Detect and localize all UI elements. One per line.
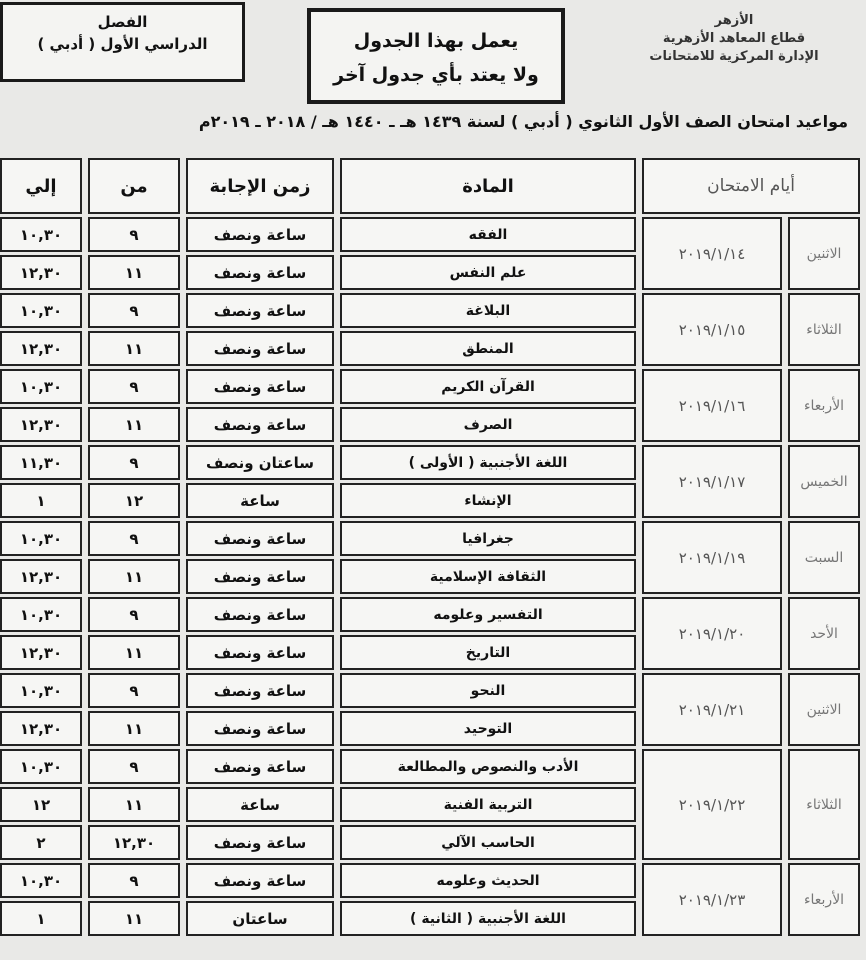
end-time-cell: ١٢,٣٠ [0, 635, 82, 670]
subject-cell: علم النفس [340, 255, 636, 290]
start-time-cell: ٩ [88, 863, 180, 898]
table-row [0, 369, 860, 404]
duration-cell: ساعة [186, 787, 334, 822]
duration-cell: ساعتان [186, 901, 334, 936]
day-cell: الخميس [788, 445, 860, 518]
table-row [0, 521, 860, 556]
header-from: من [88, 158, 180, 214]
date-cell: ٢٠١٩/١/١٦ [642, 369, 782, 442]
notice-box [307, 8, 565, 104]
date-cell: ٢٠١٩/١/١٤ [642, 217, 782, 290]
start-time-cell: ٩ [88, 749, 180, 784]
organization-header [610, 12, 858, 66]
date-cell: ٢٠١٩/١/٢٢ [642, 749, 782, 860]
table-row [0, 749, 860, 784]
subject-cell: التوحيد [340, 711, 636, 746]
date-cell: ٢٠١٩/١/٢٠ [642, 597, 782, 670]
start-time-cell: ٩ [88, 293, 180, 328]
subject-cell: الفقه [340, 217, 636, 252]
day-cell: السبت [788, 521, 860, 594]
semester-box [0, 2, 245, 82]
date-cell: ٢٠١٩/١/١٥ [642, 293, 782, 366]
end-time-cell: ١٢,٣٠ [0, 711, 82, 746]
start-time-cell: ١١ [88, 711, 180, 746]
subject-cell: البلاغة [340, 293, 636, 328]
date-cell: ٢٠١٩/١/١٧ [642, 445, 782, 518]
start-time-cell: ٩ [88, 217, 180, 252]
header-subject: المادة [340, 158, 636, 214]
start-time-cell: ٩ [88, 369, 180, 404]
subject-cell: الإنشاء [340, 483, 636, 518]
start-time-cell: ١١ [88, 559, 180, 594]
start-time-cell: ١١ [88, 331, 180, 366]
duration-cell: ساعة ونصف [186, 407, 334, 442]
start-time-cell: ١١ [88, 787, 180, 822]
end-time-cell: ١٠,٣٠ [0, 749, 82, 784]
start-time-cell: ١٢ [88, 483, 180, 518]
start-time-cell: ٩ [88, 521, 180, 556]
end-time-cell: ١٠,٣٠ [0, 597, 82, 632]
notice-line-2: ولا يعتد بأي جدول آخر [333, 64, 539, 86]
start-time-cell: ٩ [88, 445, 180, 480]
duration-cell: ساعة [186, 483, 334, 518]
exam-schedule-table [0, 155, 866, 939]
date-cell: ٢٠١٩/١/٢١ [642, 673, 782, 746]
header-to: إلي [0, 158, 82, 214]
header-duration: زمن الإجابة [186, 158, 334, 214]
end-time-cell: ١٢,٣٠ [0, 407, 82, 442]
end-time-cell: ١٠,٣٠ [0, 863, 82, 898]
org-line-3: الإدارة المركزية للامتحانات [649, 49, 819, 64]
start-time-cell: ١١ [88, 901, 180, 936]
table-row [0, 445, 860, 480]
semester-line-1: الفصل [97, 13, 148, 31]
duration-cell: ساعة ونصف [186, 369, 334, 404]
duration-cell: ساعتان ونصف [186, 445, 334, 480]
semester-line-2: الدراسي الأول ( أدبي ) [37, 35, 208, 53]
day-cell: الثلاثاء [788, 293, 860, 366]
subject-cell: جغرافيا [340, 521, 636, 556]
duration-cell: ساعة ونصف [186, 331, 334, 366]
schedule-body [0, 217, 860, 936]
start-time-cell: ١١ [88, 255, 180, 290]
end-time-cell: ١٢,٣٠ [0, 559, 82, 594]
subject-cell: القرآن الكريم [340, 369, 636, 404]
end-time-cell: ١٠,٣٠ [0, 293, 82, 328]
start-time-cell: ٩ [88, 597, 180, 632]
duration-cell: ساعة ونصف [186, 711, 334, 746]
duration-cell: ساعة ونصف [186, 597, 334, 632]
table-row [0, 673, 860, 708]
end-time-cell: ١٠,٣٠ [0, 369, 82, 404]
org-line-1: الأزهر [714, 13, 754, 28]
duration-cell: ساعة ونصف [186, 863, 334, 898]
end-time-cell: ١ [0, 901, 82, 936]
duration-cell: ساعة ونصف [186, 635, 334, 670]
date-cell: ٢٠١٩/١/٢٣ [642, 863, 782, 936]
end-time-cell: ١٠,٣٠ [0, 673, 82, 708]
end-time-cell: ١٠,٣٠ [0, 521, 82, 556]
notice-line-1: يعمل بهذا الجدول [353, 30, 519, 52]
duration-cell: ساعة ونصف [186, 217, 334, 252]
table-header-row [0, 158, 860, 214]
day-cell: الأربعاء [788, 863, 860, 936]
table-row [0, 293, 860, 328]
end-time-cell: ١ [0, 483, 82, 518]
duration-cell: ساعة ونصف [186, 521, 334, 556]
end-time-cell: ١٢,٣٠ [0, 255, 82, 290]
subject-cell: المنطق [340, 331, 636, 366]
duration-cell: ساعة ونصف [186, 255, 334, 290]
header-days: أيام الامتحان [642, 158, 860, 214]
end-time-cell: ١١,٣٠ [0, 445, 82, 480]
day-cell: الأربعاء [788, 369, 860, 442]
table-row [0, 597, 860, 632]
subject-cell: الأدب والنصوص والمطالعة [340, 749, 636, 784]
subject-cell: التاريخ [340, 635, 636, 670]
day-cell: الثلاثاء [788, 749, 860, 860]
start-time-cell: ٩ [88, 673, 180, 708]
day-cell: الاثنين [788, 217, 860, 290]
end-time-cell: ١٢ [0, 787, 82, 822]
subject-cell: الثقافة الإسلامية [340, 559, 636, 594]
subject-cell: الحاسب الآلي [340, 825, 636, 860]
end-time-cell: ٢ [0, 825, 82, 860]
duration-cell: ساعة ونصف [186, 293, 334, 328]
document-title: مواعيد امتحان الصف الأول الثانوي ( أدبي ) لسنة ١٤٣٩ هـ ـ ١٤٤٠ هـ / ٢٠١٨ ـ ٢٠١٩م [198, 112, 848, 131]
day-cell: الاثنين [788, 673, 860, 746]
end-time-cell: ١٢,٣٠ [0, 331, 82, 366]
subject-cell: الحديث وعلومه [340, 863, 636, 898]
start-time-cell: ١١ [88, 635, 180, 670]
duration-cell: ساعة ونصف [186, 825, 334, 860]
subject-cell: التفسير وعلومه [340, 597, 636, 632]
duration-cell: ساعة ونصف [186, 673, 334, 708]
duration-cell: ساعة ونصف [186, 749, 334, 784]
date-cell: ٢٠١٩/١/١٩ [642, 521, 782, 594]
table-row [0, 217, 860, 252]
subject-cell: الصرف [340, 407, 636, 442]
subject-cell: التربية الفنية [340, 787, 636, 822]
org-line-2: قطاع المعاهد الأزهرية [662, 31, 806, 46]
start-time-cell: ١٢,٣٠ [88, 825, 180, 860]
table-row [0, 863, 860, 898]
subject-cell: النحو [340, 673, 636, 708]
subject-cell: اللغة الأجنبية ( الأولى ) [340, 445, 636, 480]
duration-cell: ساعة ونصف [186, 559, 334, 594]
day-cell: الأحد [788, 597, 860, 670]
start-time-cell: ١١ [88, 407, 180, 442]
subject-cell: اللغة الأجنبية ( الثانية ) [340, 901, 636, 936]
end-time-cell: ١٠,٣٠ [0, 217, 82, 252]
